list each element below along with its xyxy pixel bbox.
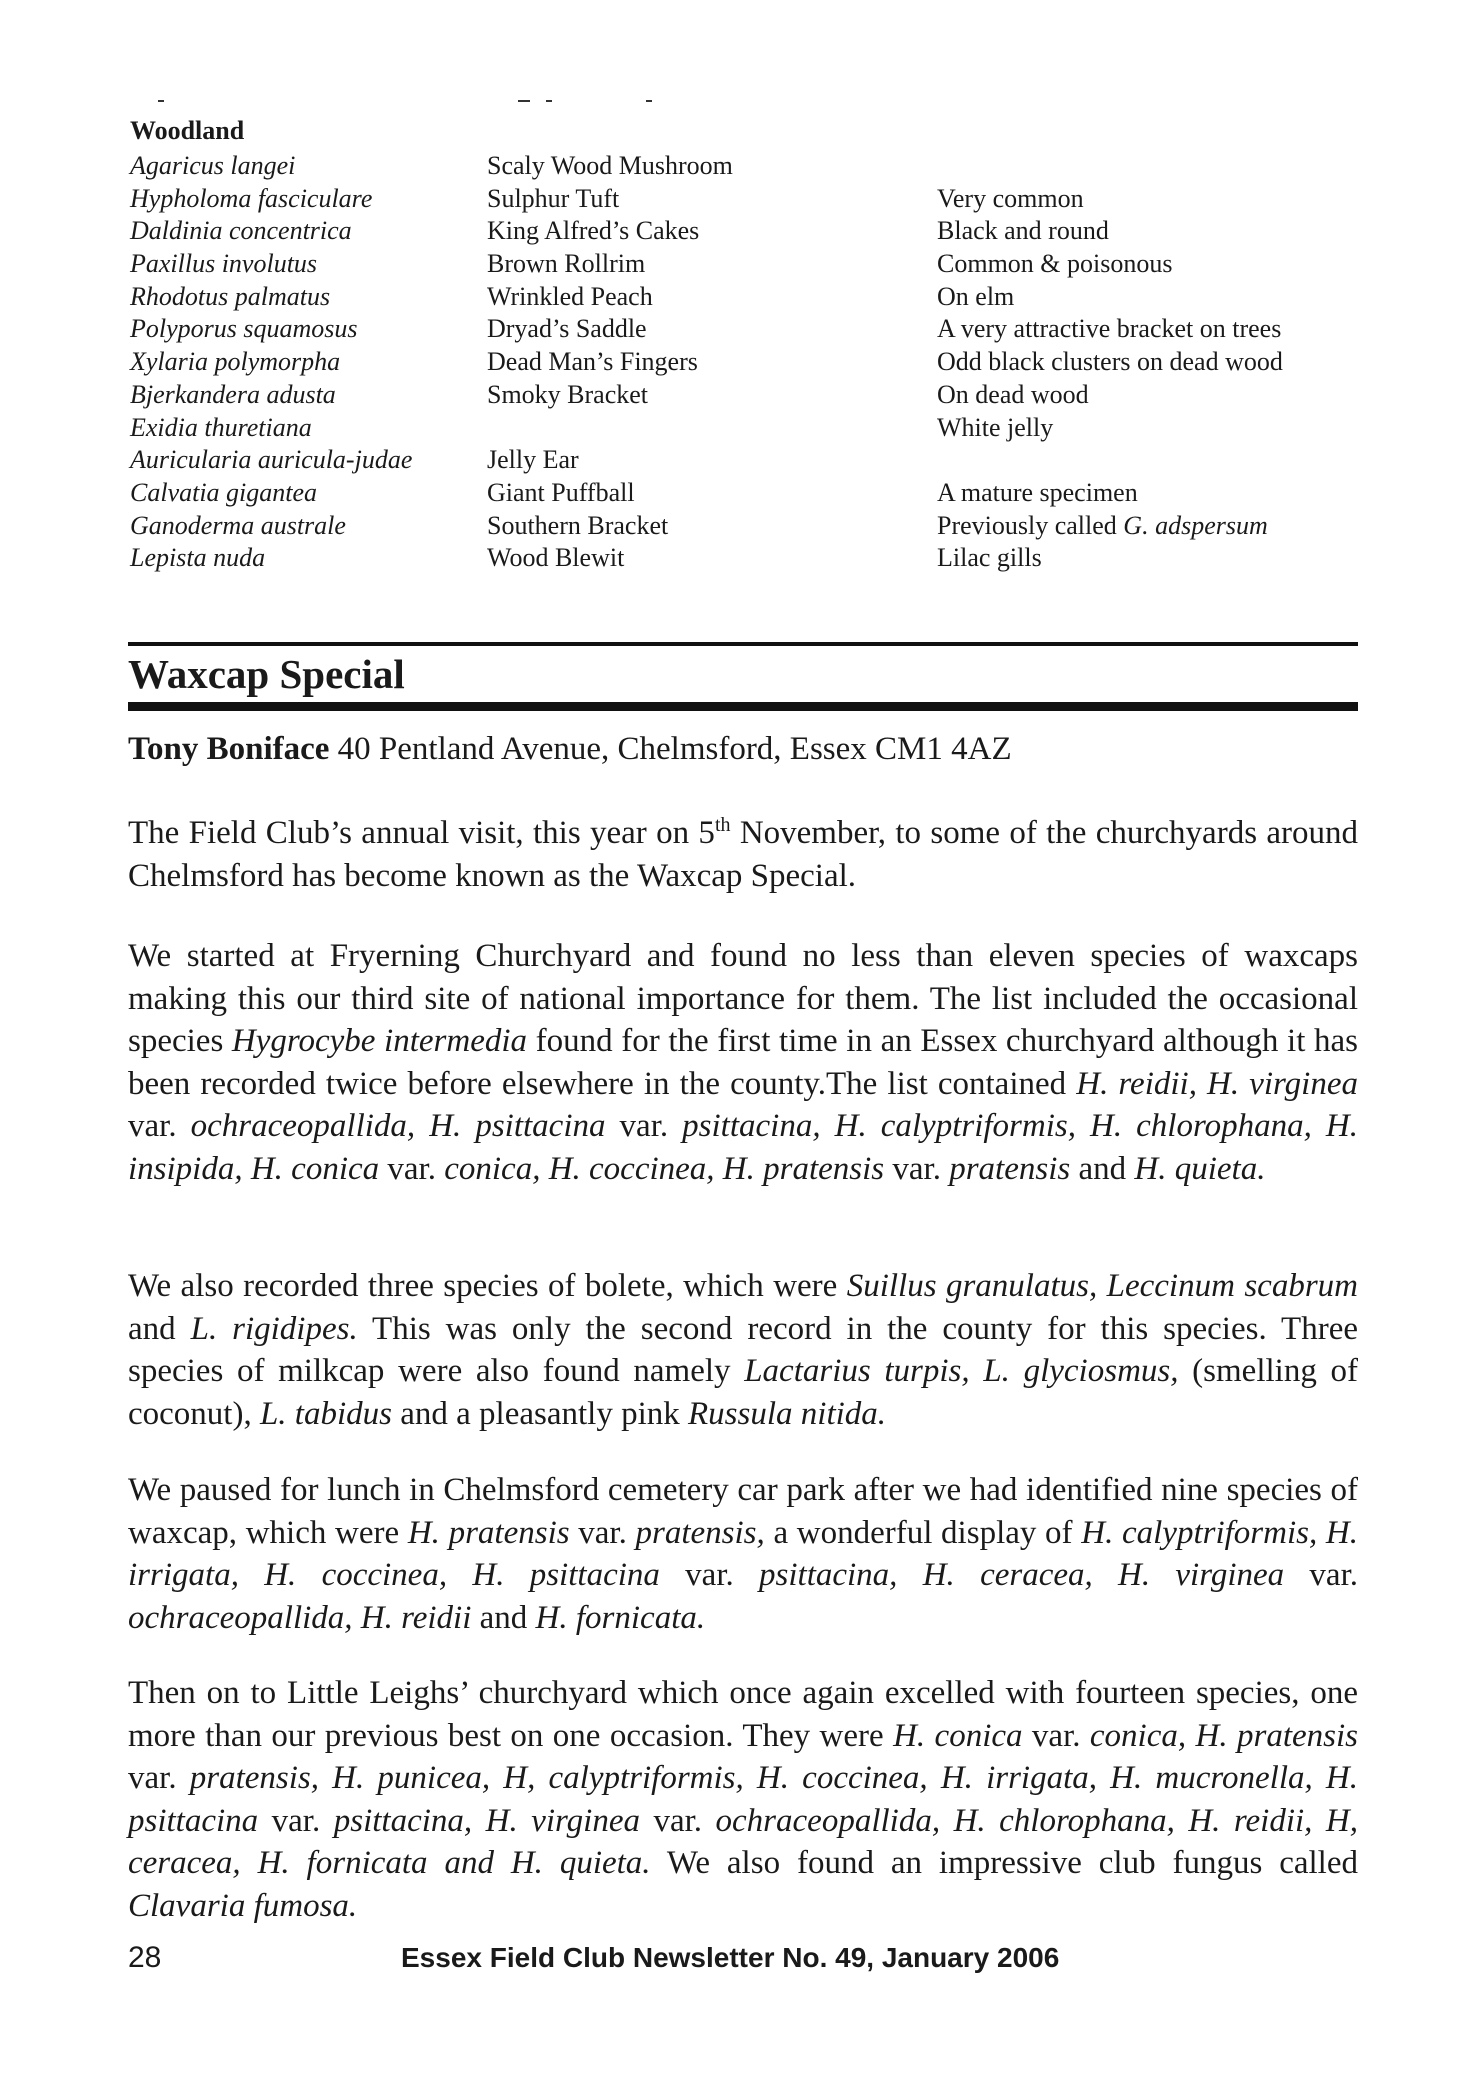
publication-title: Essex Field Club Newsletter No. 49, January 2006 — [401, 1942, 1060, 1973]
paragraph-text: and — [128, 1310, 191, 1347]
page-footer — [128, 1938, 1358, 1978]
species-row — [130, 412, 1370, 445]
species-latin-name: Daldinia concentrica — [130, 216, 352, 246]
species-note: Odd black clusters on dead wood — [937, 347, 1283, 377]
paragraph-text: and a pleasantly pink — [392, 1395, 689, 1432]
species-row — [130, 477, 1370, 510]
species-note: On elm — [937, 281, 1015, 311]
species-row — [130, 248, 1370, 281]
species-latin-name: Rhodotus palmatus — [130, 281, 331, 311]
species-common-name: Jelly Ear — [487, 445, 579, 475]
species-note: Common & poisonous — [937, 249, 1173, 279]
paragraph-text: This was only the second record in the county for this species. Three species of milkcap were also found namely — [128, 1310, 1358, 1389]
species-latin-name: Ganoderma australe — [130, 510, 346, 540]
species-common-name: Southern Bracket — [487, 510, 669, 540]
species-latin-name: Calvatia gigantea — [130, 477, 318, 507]
species-row — [130, 346, 1370, 379]
species-table — [130, 150, 1370, 575]
italic-species-name: H. reidii, H. virginea — [1076, 1065, 1358, 1102]
species-note — [937, 444, 1370, 477]
author-line — [128, 728, 1358, 770]
paragraph-text: var. — [639, 1802, 716, 1839]
paragraph-text: var. — [659, 1557, 760, 1593]
paragraph-text: var. — [884, 1150, 950, 1187]
article-title: Waxcap Special — [128, 651, 405, 697]
italic-species-name: Suillus granulatus, Leccinum scabrum — [846, 1268, 1358, 1304]
italic-species-name: pratensis, — [635, 1514, 765, 1551]
paragraph-text: We started at Fryerning Churchyard and found no less than eleven species of waxcaps making this our third site of national importance for them. The list included the occasional species — [128, 938, 1358, 1059]
species-note: Previously called G. adspersum — [937, 510, 1268, 540]
species-common-name: Giant Puffball — [487, 477, 635, 507]
species-latin-name: Paxillus involutus — [130, 249, 318, 279]
paragraph-text: found for the first time in an Essex churchyard although it has been recorded twice before elsewhere in the county.The list contained — [128, 1023, 1358, 1102]
article-paragraph — [128, 935, 1358, 1190]
italic-species-name: ochraceopallida, H. reidii — [128, 1599, 472, 1636]
italic-species-name: H. calyptriformis, H. irrigata, H. coccinea, H. psittacina — [128, 1514, 1358, 1593]
species-common-name: Brown Rollrim — [487, 249, 646, 279]
paragraph-text: The Field Club’s annual visit, this year on 5 — [128, 815, 715, 851]
species-row — [130, 444, 1370, 477]
italic-species-name: pratensis — [949, 1150, 1071, 1187]
species-row — [130, 150, 1370, 183]
clipped-heading-fragment — [158, 92, 778, 112]
species-note: White jelly — [937, 412, 1054, 442]
author-name: Tony Boniface — [128, 731, 330, 767]
species-common-name: Dead Man’s Fingers — [487, 347, 698, 377]
species-row — [130, 215, 1370, 248]
italic-species-name: psittacina, H. calyptriformis, H. chlorophana, H. insipida, H. conica — [128, 1108, 1358, 1187]
species-latin-name: Xylaria polymorpha — [130, 347, 341, 377]
species-latin-name: Bjerkandera adusta — [130, 379, 336, 409]
italic-species-name: psittacina, H. virginea — [333, 1802, 640, 1839]
species-common-name: Dryad’s Saddle — [487, 314, 647, 344]
italic-species-name: Clavaria fumosa. — [128, 1887, 358, 1924]
species-note: A mature specimen — [937, 477, 1138, 507]
species-latin-name: Agaricus langei — [130, 151, 296, 180]
species-common-name: Wrinkled Peach — [487, 281, 653, 311]
species-note: A very attractive bracket on trees — [937, 314, 1282, 344]
italic-species-name: ochraceopallida, H. chlorophana, H. reidii, H, ceracea, H. fornicata and H. quieta. — [128, 1802, 1358, 1881]
paragraph-text: th — [714, 814, 731, 836]
species-common-name: King Alfred’s Cakes — [487, 216, 700, 246]
article-paragraph — [128, 1469, 1358, 1639]
species-note: Very common — [937, 183, 1084, 213]
italic-species-name: conica, H. coccinea, H. pratensis — [444, 1150, 885, 1187]
species-common-name — [487, 412, 937, 445]
species-note: Lilac gills — [937, 543, 1042, 573]
species-row — [130, 313, 1370, 346]
italic-species-name: ochraceopallida, H. psittacina — [190, 1108, 606, 1144]
species-note: On dead wood — [937, 379, 1089, 409]
italic-species-name: L. tabidus — [259, 1395, 392, 1432]
paragraph-text: a wonderful display of — [764, 1514, 1082, 1551]
italic-species-name: Lactarius turpis, L. glyciosmus, — [744, 1353, 1179, 1389]
italic-species-name: H. quieta. — [1134, 1150, 1266, 1187]
paragraph-text: var. — [128, 1760, 190, 1796]
paragraph-text: var. — [605, 1108, 683, 1144]
italic-species-name: H. pratensis — [407, 1514, 570, 1551]
italic-species-name: Hygrocybe intermedia — [231, 1023, 528, 1059]
species-latin-name: Lepista nuda — [130, 543, 266, 573]
paragraph-text: We paused for lunch in Chelmsford cemetery car park after we had identified nine species of waxcap, which were — [128, 1472, 1358, 1551]
italic-species-name: psittacina, H. ceracea, H. virginea — [759, 1557, 1285, 1593]
paragraph-text: (smelling of coconut), — [128, 1353, 1358, 1432]
paragraph-text: var. — [1022, 1717, 1090, 1754]
article-paragraph — [128, 1265, 1358, 1435]
paragraph-text: November, to some of the churchyards around Chelmsford has become known as the Waxcap Special. — [128, 815, 1358, 894]
page-number: 28 — [128, 1941, 162, 1974]
paragraph-text: var. — [1284, 1557, 1358, 1593]
species-row — [130, 281, 1370, 314]
article-paragraph — [128, 1672, 1358, 1927]
italic-species-name: H. conica — [893, 1717, 1023, 1754]
italic-species-name: L. rigidipes. — [190, 1310, 358, 1347]
paragraph-text: and — [1070, 1150, 1135, 1187]
paragraph-text: We also recorded three species of bolete, which were — [128, 1268, 847, 1304]
italic-species-name: Russula nitida. — [688, 1395, 887, 1432]
paragraph-text: and — [471, 1599, 536, 1636]
woodland-heading: Woodland — [130, 116, 245, 145]
species-common-name: Scaly Wood Mushroom — [487, 151, 733, 180]
species-row — [130, 379, 1370, 412]
heading-rule-top — [128, 642, 1358, 646]
species-common-name: Smoky Bracket — [487, 379, 649, 409]
paragraph-text: var. — [128, 1108, 191, 1144]
species-common-name: Wood Blewit — [487, 543, 625, 573]
species-latin-name: Polyporus squamosus — [130, 314, 358, 344]
species-row — [130, 510, 1370, 543]
paragraph-text: var. — [569, 1514, 636, 1551]
paragraph-text: var. — [258, 1802, 334, 1839]
paragraph-text: var. — [379, 1150, 445, 1187]
heading-rule-bottom — [128, 702, 1358, 711]
author-address: 40 Pentland Avenue, Chelmsford, Essex CM1 4AZ — [337, 731, 1012, 767]
species-note — [937, 150, 1370, 183]
species-note: Black and round — [937, 216, 1109, 246]
italic-species-name: H. fornicata. — [535, 1599, 706, 1636]
species-latin-name: Exidia thuretiana — [130, 412, 312, 442]
paragraph-text: Then on to Little Leighs’ churchyard which once again excelled with fourteen species, one more than our previous best on one occasion. They were — [128, 1675, 1358, 1754]
species-row — [130, 542, 1370, 575]
species-latin-name: Hypholoma fasciculare — [130, 183, 373, 213]
article-paragraph — [128, 812, 1358, 897]
italic-species-name: pratensis, H. punicea, H, calyptriformis, H. coccinea, H. irrigata, H. mucronella, H. psittacina — [128, 1760, 1358, 1839]
species-row — [130, 183, 1370, 216]
paragraph-text: We also found an impressive club fungus called — [650, 1845, 1358, 1881]
species-latin-name: Auricularia auricula-judae — [130, 445, 413, 475]
italic-species-name: conica, H. pratensis — [1089, 1717, 1359, 1754]
species-common-name: Sulphur Tuft — [487, 183, 620, 213]
